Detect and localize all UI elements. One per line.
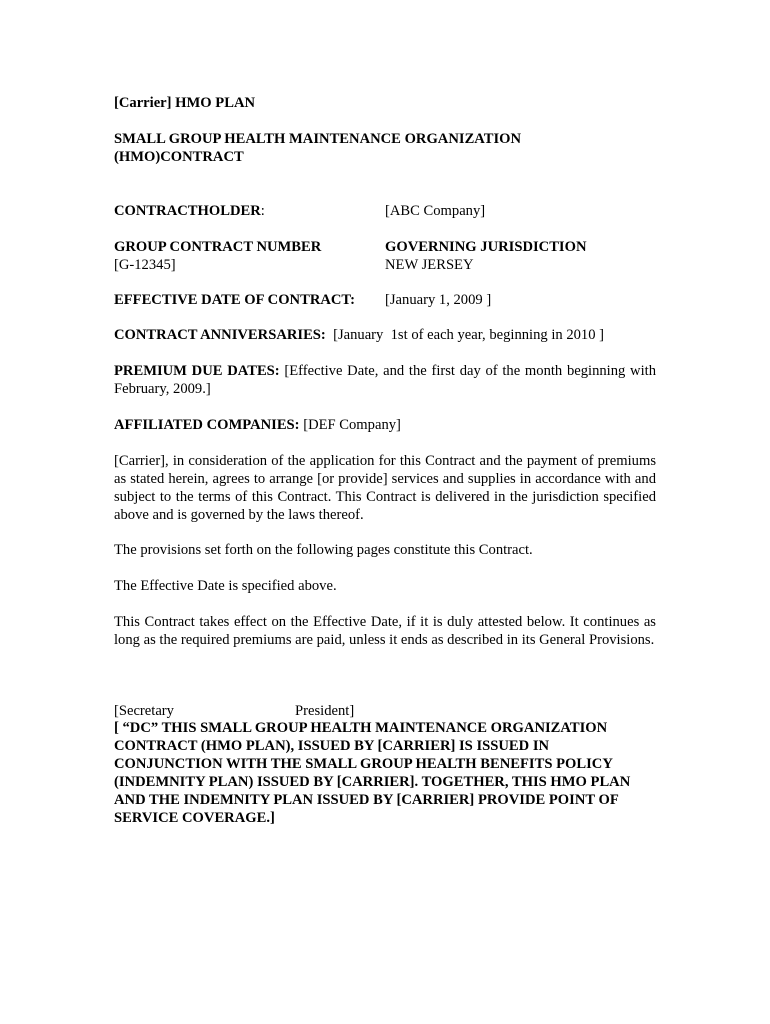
provisions-paragraph: The provisions set forth on the following pages constitute this Contract. [114, 542, 533, 558]
group-number-label: GROUP CONTRACT NUMBER [114, 239, 322, 255]
contract-title-line1: SMALL GROUP HEALTH MAINTENANCE ORGANIZATION [114, 131, 522, 147]
effective-date-row [114, 291, 656, 309]
jurisdiction-value: NEW JERSEY [385, 257, 474, 273]
premium-due-value: [Effective Date, and the first day of the month beginning with February, 2009.] [114, 363, 656, 397]
contractholder-colon: : [260, 203, 265, 219]
jurisdiction-label: GOVERNING JURISDICTION [385, 239, 587, 255]
contractholder-value: [ABC Company] [385, 203, 486, 219]
dc-notice-line1: [ “DC” THIS SMALL GROUP HEALTH MAINTENANCE ORGANIZATION [114, 720, 608, 736]
premium-due-label: PREMIUM DUE DATES: [114, 363, 280, 379]
effective-date-paragraph: The Effective Date is specified above. [114, 578, 337, 594]
effective-date-label: EFFECTIVE DATE OF CONTRACT: [114, 292, 355, 308]
group-number-row [114, 238, 656, 274]
contract-title [114, 130, 521, 166]
dc-notice [114, 719, 674, 827]
affiliated-value: [DEF Company] [303, 417, 401, 433]
anniversaries-value: [January 1st of each year, beginning in 2010 ] [333, 327, 605, 343]
secretary-signature-label: [Secretary [114, 703, 174, 719]
dc-notice-line3: CONJUNCTION WITH THE SMALL GROUP HEALTH BENEFITS POLICY [114, 756, 613, 772]
contract-title-line2: (HMO)CONTRACT [114, 149, 244, 165]
dc-notice-line4: (INDEMNITY PLAN) ISSUED BY [CARRIER]. TOGETHER, THIS HMO PLAN [114, 774, 631, 790]
signature-line [114, 702, 656, 720]
takes-effect-paragraph: This Contract takes effect on the Effective Date, if it is duly attested below. It continues as long as the required premiums are paid, unless it ends as described in its General Provisions. [114, 614, 656, 648]
premium-due-paragraph [114, 362, 656, 398]
jurisdiction-block [385, 238, 587, 274]
anniversaries-label: CONTRACT ANNIVERSARIES: [114, 327, 326, 343]
contractholder-label: CONTRACTHOLDER [114, 203, 261, 219]
president-signature-label: President] [295, 703, 355, 719]
dc-notice-line2: CONTRACT (HMO PLAN), ISSUED BY [CARRIER] IS ISSUED IN [114, 738, 550, 754]
carrier-plan-heading: [Carrier] HMO PLAN [114, 95, 256, 111]
anniversaries-row [114, 326, 656, 344]
dc-notice-line5: AND THE INDEMNITY PLAN ISSUED BY [CARRIER] PROVIDE POINT OF [114, 792, 619, 808]
consideration-paragraph: [Carrier], in consideration of the application for this Contract and the payment of premiums as stated herein, agrees to arrange [or provide] services and supplies in accordance with and subject to the terms of this Contract. This Contract is delivered in the jurisdiction specified above and is governed by the laws thereof. [114, 453, 656, 523]
affiliated-label: AFFILIATED COMPANIES: [114, 417, 300, 433]
affiliated-row [114, 416, 656, 434]
effective-date-value: [January 1, 2009 ] [385, 292, 492, 308]
dc-notice-line6: SERVICE COVERAGE.] [114, 810, 275, 826]
contractholder-row [114, 202, 656, 220]
group-number-value: [G-12345] [114, 257, 176, 273]
